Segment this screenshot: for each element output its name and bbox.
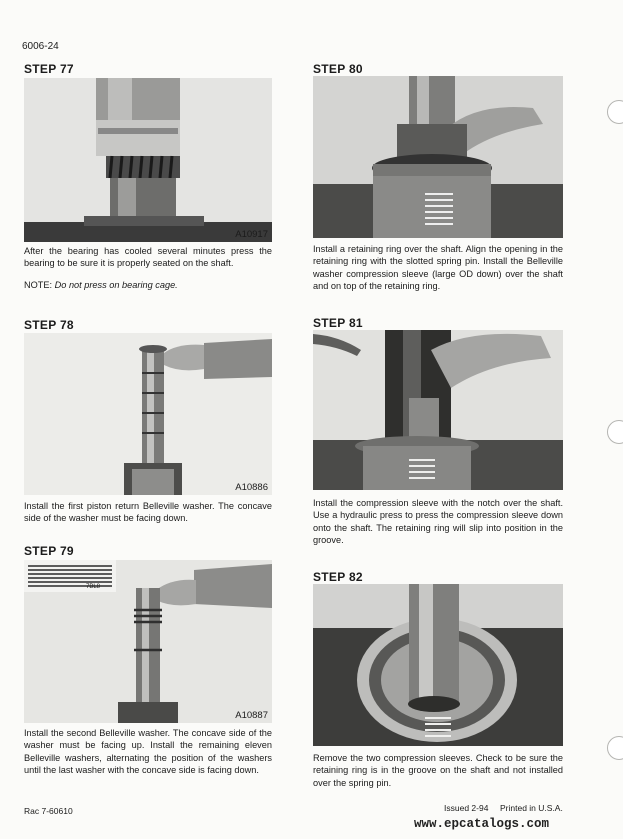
step-77-note <box>24 280 272 290</box>
punch-hole-top <box>607 100 623 124</box>
step-77-figure-id: A10917 <box>235 229 268 240</box>
step-79-inset-label: 7BL8 <box>86 584 101 590</box>
step-78-photo <box>24 333 272 495</box>
step-78-figure-id: A10886 <box>235 482 268 493</box>
step-81-title: STEP 81 <box>313 316 363 330</box>
step-82-photo <box>313 584 563 746</box>
footer-watermark[interactable]: www.epcatalogs.com <box>414 817 550 831</box>
step-81-caption: Install the compression sleeve with the notch over the shaft. Use a hydraulic press to press the compression sleeve down onto the shaft. The retaining ring will slip into position in the groove. <box>313 498 563 546</box>
step-80-photo <box>313 76 563 238</box>
step-80-caption: Install a retaining ring over the shaft. Align the opening in the retaining ring with the slotted spring pin. Install the Belleville washer compression sleeve (large OD down) over the shaft and on top of the retaining ring. <box>313 244 563 292</box>
step-82-title: STEP 82 <box>313 570 363 584</box>
step-78-title: STEP 78 <box>24 318 74 332</box>
step-82-caption: Remove the two compression sleeves. Check to be sure the retaining ring is in the groove on the shaft and not installed over the spring pin. <box>313 753 563 788</box>
footer-left: Rac 7-60610 <box>24 806 73 816</box>
punch-hole-middle <box>607 420 623 444</box>
step-79-title: STEP 79 <box>24 544 74 558</box>
step-81-photo <box>313 330 563 490</box>
step-77-title: STEP 77 <box>24 62 74 76</box>
step-80-title: STEP 80 <box>313 62 363 76</box>
step-79-figure-id: A10887 <box>235 710 268 721</box>
step-79-caption: Install the second Belleville washer. The concave side of the washer must be facing up. Install the remaining eleven Belleville washers, alternating the position of the washers until the last washer with the concave side is facing down. <box>24 728 272 776</box>
punch-hole-bottom <box>607 736 623 760</box>
step-77-caption: After the bearing has cooled several minutes press the bearing to be sure it is properly seated on the shaft. <box>24 246 272 269</box>
note-text: Do not press on bearing cage. <box>54 280 178 290</box>
note-label: NOTE: <box>24 280 53 290</box>
step-78-caption: Install the first piston return Belleville washer. The concave side of the washer must be facing down. <box>24 501 272 524</box>
step-77-photo <box>24 78 272 242</box>
page-code: 6006-24 <box>22 41 59 52</box>
footer-issued: Issued 2-94 <box>444 803 489 813</box>
step-79-photo <box>24 560 272 723</box>
footer-printed: Printed in U.S.A. <box>500 803 563 813</box>
